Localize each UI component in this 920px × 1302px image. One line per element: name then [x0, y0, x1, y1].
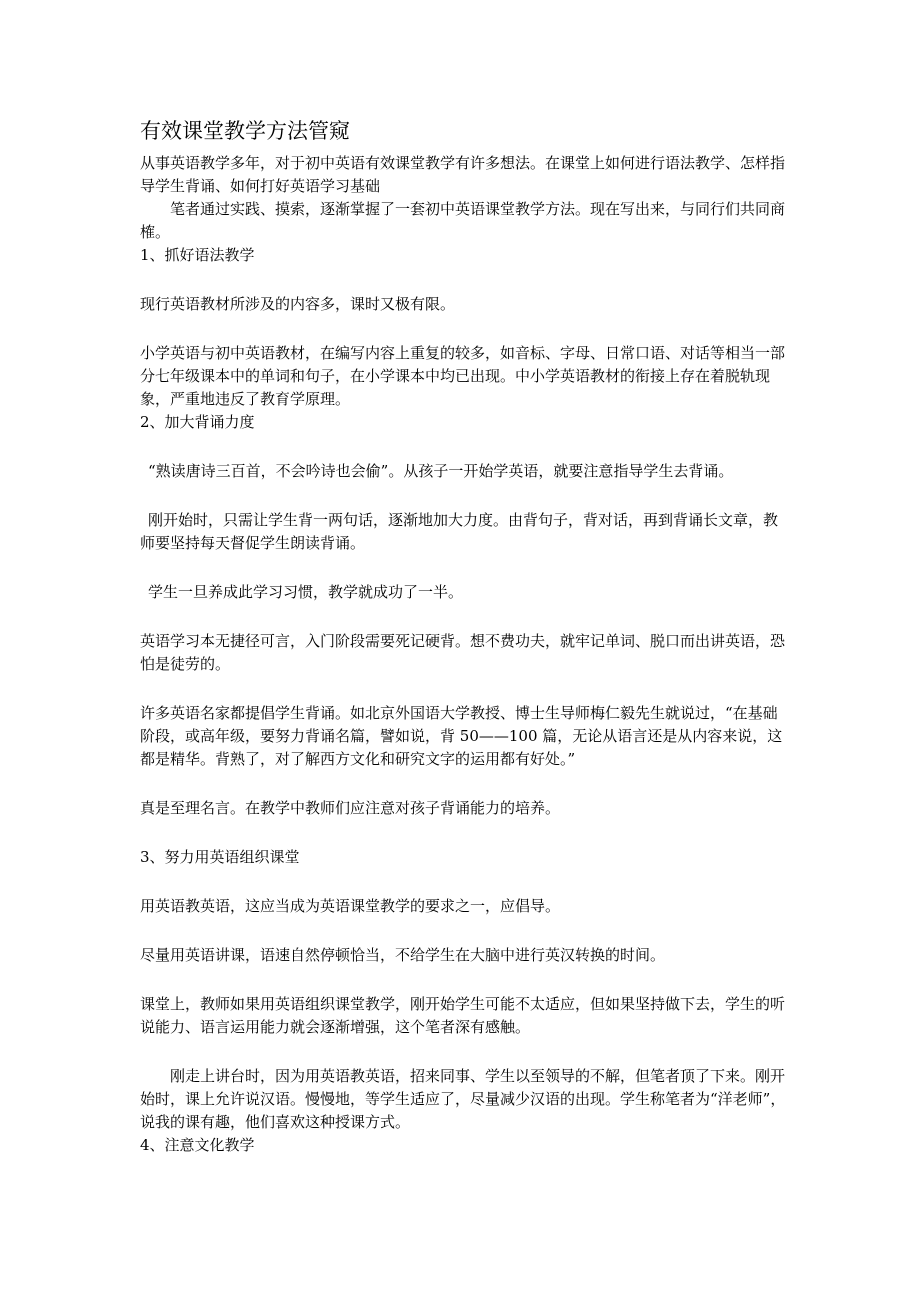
paragraph-speaking: 尽量用英语讲课，语速自然停顿恰当，不给学生在大脑中进行英汉转换的时间。: [140, 946, 666, 964]
paragraph-method: 笔者通过实践、摸索，逐渐掌握了一套初中英语课堂教学方法。现在写出来，与同行们共同商榷。: [140, 200, 786, 241]
spacer: [140, 555, 790, 581]
spacer: [140, 676, 790, 702]
spacer: [140, 1039, 790, 1065]
paragraph-habit: 学生一旦养成此学习习惯，教学就成功了一半。: [148, 583, 464, 601]
spacer: [140, 771, 790, 797]
paragraph-curriculum: 小学英语与初中英语教材，在编写内容上重复的较多，如音标、字母、日常口语、对话等相当一部分七年级课本中的单词和句子，在小学课本中均已出现。中小学英语教材的衔接上存在着脱轨现象，严重地违反了教育学原理。: [140, 344, 786, 408]
paragraph-english-teaching: 用英语教英语，这应当成为英语课堂教学的要求之一，应倡导。: [140, 897, 561, 915]
spacer: [140, 918, 790, 944]
paragraph-intro: 从事英语教学多年，对于初中英语有效课堂教学有许多想法。在课堂上如何进行语法教学、怎样指导学生背诵、如何打好英语学习基础: [140, 154, 786, 195]
spacer: [140, 483, 790, 509]
paragraph-recitation: 刚开始时，只需让学生背一两句话，逐渐地加大力度。由背句子，背对话，再到背诵长文章，教师要坚持每天督促学生朗读背诵。: [140, 511, 779, 552]
paragraph-quote: “熟读唐诗三百首，不会吟诗也会偷”。从孩子一开始学英语，就要注意指导学生去背诵。: [148, 462, 734, 480]
paragraph-experts: 许多英语名家都提倡学生背诵。如北京外国语大学教授、博士生导师梅仁毅先生就说过，“在基础阶段，或高年级，要努力背诵名篇，譬如说，背 50——100 篇，无论从语言还是从内容来说，这都是精华。背熟了，对了解西方文化和研究文字的运用都有好处。”: [140, 704, 783, 768]
spacer: [140, 604, 790, 630]
spacer: [140, 316, 790, 342]
paragraph-experience: 刚走上讲台时，因为用英语教英语，招来同事、学生以至领导的不解，但笔者顶了下来。刚开始时，课上允许说汉语。慢慢地，等学生适应了，尽量减少汉语的出现。学生称笔者为“洋老师”，说我的课有趣，他们喜欢这种授课方式。: [140, 1067, 786, 1131]
paragraph-no-shortcut: 英语学习本无捷径可言，入门阶段需要死记硬背。想不费功夫，就牢记单词、脱口而出讲英语，恐怕是徒劳的。: [140, 632, 786, 673]
paragraph-textbook: 现行英语教材所涉及的内容多，课时又极有限。: [140, 295, 456, 313]
section-heading-1: 1、抓好语法教学: [140, 246, 255, 264]
paragraph-classroom: 课堂上，教师如果用英语组织课堂教学，刚开始学生可能不太适应，但如果坚持做下去，学生的听说能力、语言运用能力就会逐渐增强，这个笔者深有感触。: [140, 995, 786, 1036]
section-heading-4: 4、注意文化教学: [140, 1136, 255, 1154]
spacer: [140, 434, 790, 460]
section-heading-3: 3、努力用英语组织课堂: [140, 848, 300, 866]
spacer: [140, 869, 790, 895]
document-page: [140, 116, 790, 1157]
paragraph-maxim: 真是至理名言。在教学中教师们应注意对孩子背诵能力的培养。: [140, 799, 561, 817]
spacer: [140, 967, 790, 993]
document-title: 有效课堂教学方法管窥: [140, 119, 350, 143]
section-heading-2: 2、加大背诵力度: [140, 413, 255, 431]
spacer: [140, 267, 790, 293]
spacer: [140, 820, 790, 846]
